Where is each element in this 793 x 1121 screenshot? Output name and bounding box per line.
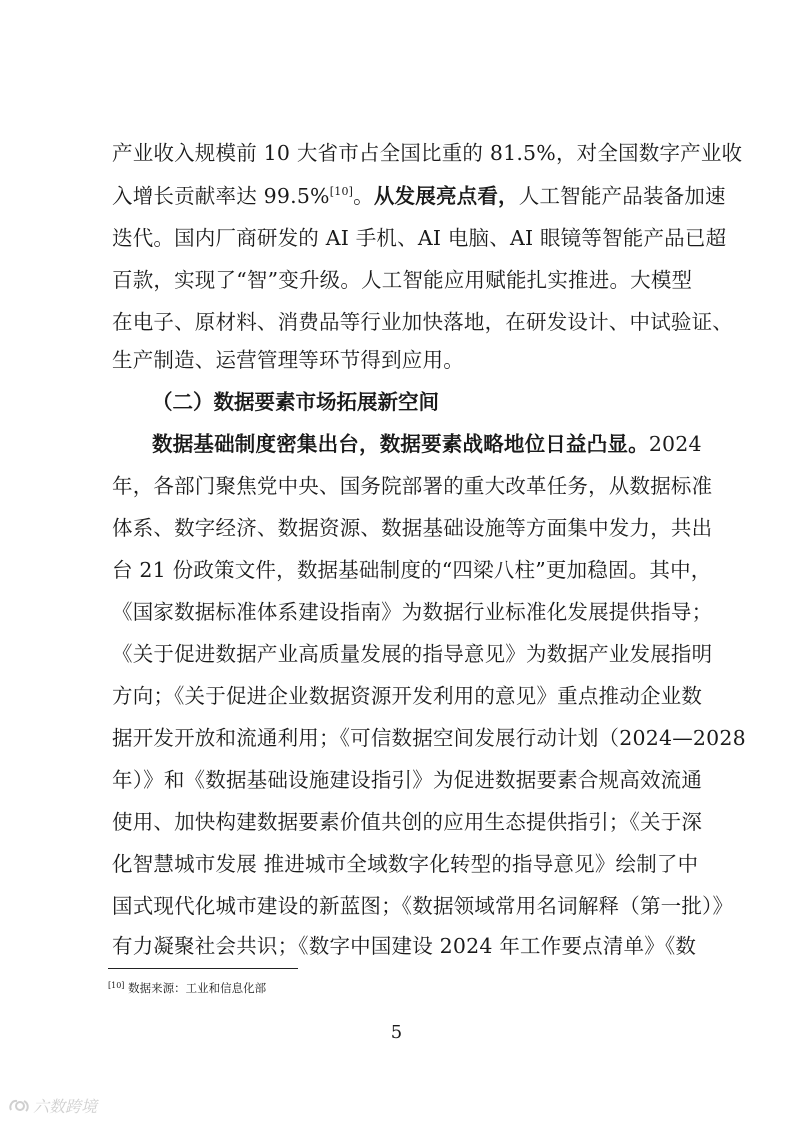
- paragraph-2-line-4: 台 21 份政策文件，数据基础制度的“四梁八柱”更加稳固。其中，: [112, 558, 712, 582]
- paragraph-2-line-1: [152, 430, 702, 458]
- watermark: [8, 1094, 97, 1117]
- bold-lead: 数据基础制度密集出台，数据要素战略地位日益凸显。: [152, 432, 649, 456]
- section-heading: （二）数据要素市场拓展新空间: [152, 390, 439, 414]
- paragraph-1-line-2: [112, 182, 726, 210]
- paragraph-2-line-8: 据开发开放和流通利用；《可信数据空间发展行动计划（2024—2028: [112, 726, 746, 750]
- paragraph-2-line-13: 有力凝聚社会共识；《数字中国建设 2024 年工作要点清单》《数: [112, 934, 697, 958]
- paragraph-2-line-5: 《国家数据标准体系建设指南》为数据行业标准化发展提供指导；: [112, 600, 713, 624]
- bold-lead: 从发展亮点看，: [373, 184, 519, 208]
- footnote-divider: [108, 968, 298, 969]
- paragraph-1-line-4: 百款，实现了“智”变升级。人工智能应用赋能扎实推进。大模型: [112, 268, 693, 292]
- footnote: [108, 980, 266, 996]
- paragraph-2-line-6: 《关于促进数据产业高质量发展的指导意见》为数据产业发展指明: [112, 642, 713, 666]
- paragraph-2-line-7: 方向；《关于促进企业数据资源开发利用的意见》重点推动企业数: [112, 684, 703, 708]
- footnote-ref: [10]: [329, 185, 354, 198]
- watermark-text: 六数跨境: [33, 1097, 98, 1116]
- paragraph-2-line-2: 年，各部门聚焦党中央、国务院部署的重大改革任务，从数据标准: [112, 474, 713, 498]
- paragraph-1-line-3: 迭代。国内厂商研发的 AI 手机、AI 电脑、AI 眼镜等智能产品已超: [112, 226, 727, 250]
- paragraph-1-line-6: 生产制造、运营管理等环节得到应用。: [112, 348, 464, 372]
- watermark-logo-icon: [8, 1097, 30, 1115]
- paragraph-2-line-10: 使用、加快构建数据要素价值共创的应用生态提供指引；《关于深: [112, 810, 703, 834]
- paragraph-2-line-12: 国式现代化城市建设的新蓝图；《数据领域常用名词解释（第一批）》: [112, 894, 734, 918]
- text-segment: 人工智能产品装备加速: [518, 184, 726, 208]
- paragraph-2-line-11: 化智慧城市发展 推进城市全域数字化转型的指导意见》绘制了中: [112, 852, 699, 876]
- text-segment: 入增长贡献率达 99.5%: [112, 184, 330, 208]
- text-segment: 2024: [648, 432, 702, 456]
- paragraph-1-line-1: 产业收入规模前 10 大省市占全国比重的 81.5%，对全国数字产业收: [112, 141, 743, 165]
- page-number: 5: [390, 1022, 403, 1043]
- paragraph-2-line-3: 体系、数字经济、数据资源、数据基础设施等方面集中发力，共出: [112, 516, 713, 540]
- paragraph-1-line-5: 在电子、原材料、消费品等行业加快落地，在研发设计、中试验证、: [112, 310, 733, 334]
- paragraph-2-line-9: 年）》和《数据基础设施建设指引》为促进数据要素合规高效流通: [112, 768, 703, 792]
- footnote-marker: [10]: [108, 981, 125, 990]
- footnote-text: 数据来源：工业和信息化部: [128, 981, 267, 995]
- text-segment: 。: [353, 184, 374, 208]
